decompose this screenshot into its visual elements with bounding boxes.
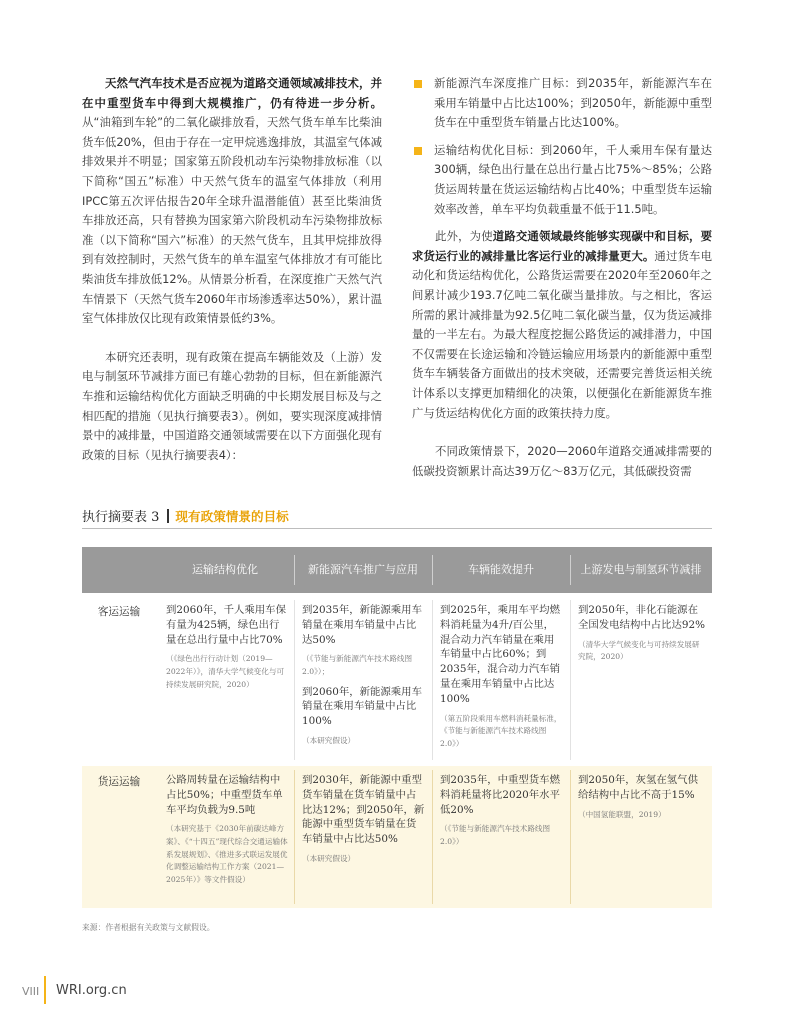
title-divider: [167, 509, 169, 523]
bullet-square-icon: [414, 147, 422, 155]
table-title-rule: [82, 528, 712, 529]
paragraph-policy-targets: 本研究还表明，现有政策在提高车辆能效及（上游）发电与制氢环节减排方面已有雄心勃勃的目标，但在新能源汽车推和运输结构优化方面缺乏明确的中长期发展目标及与之相匹配的措施（见执行摘要表3）。例如，要实现深度减排情景中的减排量，中国道路交通领域需要在以下方面强化现有政策的目标（见执行摘要表4）：: [82, 349, 382, 462]
table-header: [82, 547, 712, 593]
cell-main: 公路周转量在运输结构中占比50%；中重型货车单车平均负载为9.5吨: [166, 774, 283, 816]
paragraph-text: 通过货车电动化和货运结构优化，公路货运需要在2020年至2060年之间累计减少193.7亿吨二氧化碳当量排放。与之相比，客运所需的累计减排量为92.5亿吨二氧化碳当量，仅为货运减排量的一半左右。为最大程度挖掘公路货运的减排潜力，中国不仅需要在长途运输和冷链运输应用场景内的新能源中重型货车车辆装备方面做出的技术突破，还需要完善货运相关统计体系以支撑更加精细化的决策，以便强化在新能源货车推广与货运结构优化方面的政策扶持力度。: [412, 248, 712, 420]
cell-source: （本研究假设）: [302, 853, 356, 863]
table-cell: [578, 773, 706, 821]
table-cell: [166, 773, 288, 886]
cell-main: 到2035年，新能源乘用车销量在乘用车销量中占比达50%: [302, 604, 422, 646]
bullet-text: 运输结构优化目标：到2060年，千人乘用车保有量达300辆，绿色出行量在总出行量占比75%～85%；公路货运周转量在货运运输结构占比40%；中重型货车运输效率改善，单车平均负载重量不低于11.5吨。: [434, 142, 712, 216]
table-cell: [440, 603, 564, 750]
paragraph-bold-lead: 天然气汽车技术是否应视为道路交通领域减排技术，并在中重型货车中得到大规模推广，仍有待进一步分析。: [82, 76, 382, 110]
bullet-structure-target: [412, 141, 712, 219]
row-label-passenger: 客运运输: [97, 606, 141, 618]
paragraph-freight-reduction: [412, 227, 712, 423]
cell-source: （本研究基于《2030年前碳达峰方案》、《“十四五”现代综合交通运输体系发展规划》、《推进多式联运发展优化调整运输结构工作方案（2021—2025年）》等文件假设）: [166, 824, 288, 884]
cell-source: （第五阶段乘用车燃料消耗量标准，《节能与新能源汽车技术路线图2.0》）: [440, 713, 562, 748]
paragraph-text: 此外，为使: [435, 229, 493, 244]
table-title: [82, 506, 289, 525]
table-subtitle: 现有政策情景的目标: [175, 509, 289, 524]
column-divider: [432, 600, 433, 760]
table-cell: [166, 603, 288, 691]
table-number: 执行摘要表 3: [82, 510, 160, 525]
cell-main: 到2060年，新能源乘用车销量在乘用车销量中占比100%: [302, 685, 422, 728]
left-column: [82, 74, 382, 465]
column-divider: [294, 600, 295, 760]
row-label-freight: 货运运输: [97, 776, 141, 788]
table-source-note: 来源：作者根据有关政策与文献假设。: [82, 923, 215, 932]
header-structure: 运输结构优化: [192, 563, 258, 576]
footer-accent-bar: [44, 976, 46, 1004]
table-cell: [302, 603, 426, 748]
paragraph-text: 从“油箱到车轮”的二氧化碳排放看，天然气货车单车比柴油货车低20%，但由于存在一定甲烷逃逸排放，其温室气体减排效果并不明显；国家第五阶段机动车污染物排放标准（以下简称“国五”标准）中天然气货车的温室气体排放（利用IPCC第五次评估报告20年全球升温潜能值）甚至比柴油货车排放还高，只有替换为国家第六阶段机动车污染物排放标准（以下简称“国六”标准）的天然气货车，且其甲烷排放得到有效控制时，天然气货车的单车温室气体排放才有可能比柴油货车排放低12%。从情景分析看，在深度推广天然气汽车情景下（天然气货车2060年市场渗透率达50%），累计温室气体排放仅比现有政策情景低约3%。: [82, 115, 382, 326]
cell-source: （本研究假设）: [302, 735, 356, 745]
column-divider: [294, 770, 295, 904]
paragraph-investment: 不同政策情景下，2020—2060年道路交通减排需要的低碳投资额累计高达39万亿～83万亿元，其低碳投资需: [412, 444, 712, 478]
cell-source: （《节能与新能源汽车技术路线图2.0》）；: [302, 654, 413, 676]
cell-main: 到2050年，灰氢在氢气供给结构中占比不高于15%: [578, 774, 698, 801]
cell-source: （中国氢能联盟，2019）: [578, 809, 666, 819]
paragraph-natural-gas: [82, 74, 382, 329]
table-cell: [302, 773, 426, 866]
cell-source: （清华大学气候变化与可持续发展研究院，2020）: [578, 639, 700, 662]
header-efficiency: 车辆能效提升: [468, 563, 534, 576]
paragraph-bold: 道路交通领域最终能够实现碳中和目标，要求货运行业的减排量比客运行业的减排量更大。: [412, 229, 712, 263]
cell-main: 到2060年，千人乘用车保有量为425辆，绿色出行量在总出行量中占比70%: [166, 604, 286, 646]
cell-main: 到2050年，非化石能源在全国发电结构中占比达92%: [578, 604, 705, 631]
page-number: VIII: [22, 985, 40, 998]
cell-source: （《节能与新能源汽车技术路线图2.0》）: [440, 824, 551, 846]
right-column: [412, 74, 712, 481]
bullet-text: 新能源汽车深度推广目标：到2035年，新能源汽车在乘用车销量中占比达100%；到2050年，新能源中重型货车在中重型货车销量占比达100%。: [434, 76, 712, 130]
column-divider: [570, 770, 571, 904]
footer-site-link[interactable]: WRI.org.cn: [56, 983, 127, 998]
bullet-nev-target: [412, 74, 712, 133]
bullet-square-icon: [414, 80, 422, 88]
column-divider: [570, 600, 571, 760]
table-cell: [440, 773, 564, 849]
header-nev: 新能源汽车推广与应用: [308, 563, 418, 576]
cell-main: 到2025年，乘用车平均燃料消耗量为4升/百公里，混合动力汽车销量在乘用车销量中占比60%；到2035年，混合动力汽车销量在乘用车销量中占比达100%: [440, 604, 560, 705]
column-divider: [432, 770, 433, 904]
cell-source: （《绿色出行行动计划（2019—2022年）》，清华大学气候变化与可持续发展研究院，2020）: [166, 654, 285, 689]
cell-main: 到2035年，中重型货车燃料消耗量将比2020年水平低20%: [440, 774, 560, 816]
cell-main: 到2030年，新能源中重型货车销量在货车销量中占比达12%；到2050年，新能源中重型货车销量在货车销量中占比达50%: [302, 774, 425, 846]
table-cell: [578, 603, 706, 664]
header-upstream: 上游发电与制氢环节减排: [580, 563, 702, 576]
